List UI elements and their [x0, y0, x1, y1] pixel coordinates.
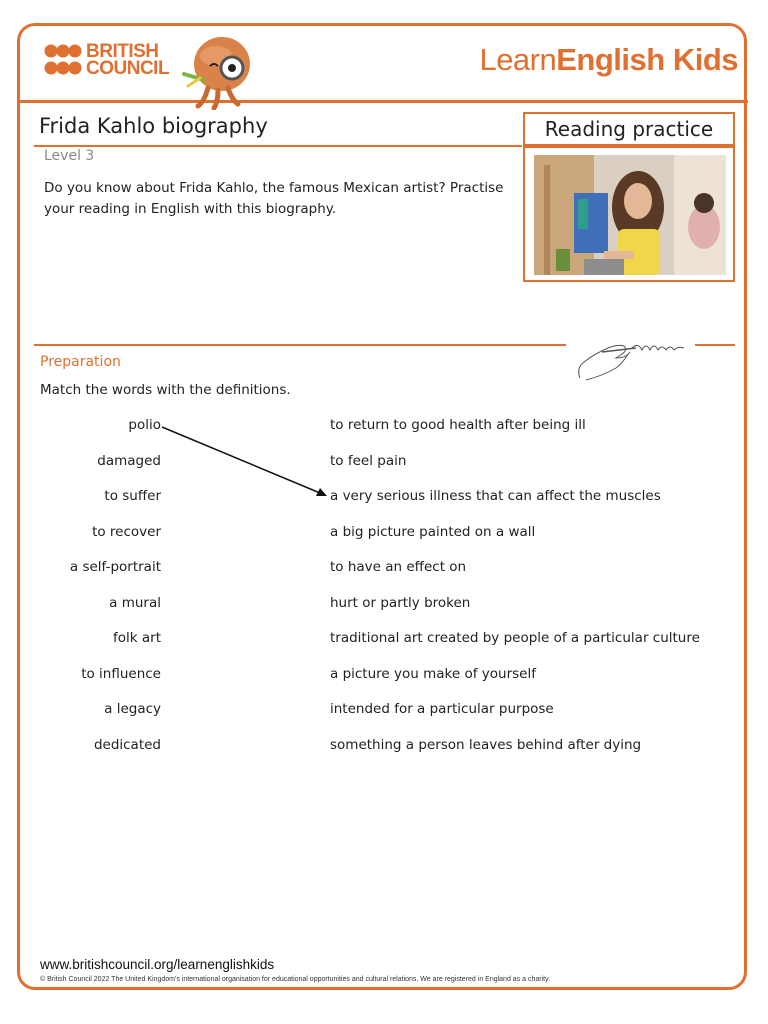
header-divider [18, 100, 748, 103]
british-council-dots-icon [44, 44, 82, 78]
definition-item: to have an effect on [330, 559, 467, 575]
definition-item: traditional art created by people of a particular culture [330, 630, 700, 646]
definition-item: to return to good health after being ill [330, 417, 586, 433]
word-item: a mural [109, 595, 161, 611]
definition-item: hurt or partly broken [330, 595, 471, 611]
footer-copyright: © British Council 2022 The United Kingdom's international organisation for educational opportunities and cultural relations. We are registered in England as a charity. [40, 976, 551, 983]
section-divider-left [34, 344, 566, 346]
word-item: a legacy [104, 701, 161, 717]
learnenglish-kids-logo [479, 42, 738, 78]
british-council-logo-text [86, 43, 169, 77]
definition-item: a very serious illness that can affect the muscles [330, 488, 661, 504]
definition-item: a big picture painted on a wall [330, 524, 536, 540]
brand-english-kids: English Kids [556, 42, 738, 77]
word-item: to recover [92, 524, 161, 540]
definition-item: intended for a particular purpose [330, 701, 554, 717]
word-item: dedicated [93, 737, 161, 753]
bc-logo-line1: BRITISH [86, 41, 159, 62]
category-label: Reading practice [523, 112, 735, 146]
worksheet-title: Frida Kahlo biography [39, 114, 268, 138]
word-item: to suffer [104, 488, 161, 504]
word-item: to influence [81, 666, 161, 682]
footer-url: www.britishcouncil.org/learnenglishkids [40, 957, 275, 972]
intro-text: Do you know about Frida Kahlo, the famous Mexican artist? Practise your reading in English with this biography. [44, 180, 504, 217]
definition-item: something a person leaves behind after dying [330, 737, 642, 753]
section-heading: Preparation [40, 354, 121, 370]
word-item: damaged [97, 453, 161, 469]
mascot-magnifier-icon [180, 30, 260, 110]
handwriting-hand-icon [572, 328, 692, 384]
section-divider-right [695, 344, 735, 346]
definition-item: to feel pain [330, 453, 407, 469]
child-painting-photo [534, 155, 726, 275]
word-item: folk art [113, 630, 161, 646]
brand-learn: Learn [479, 42, 557, 77]
instruction-text: Match the words with the definitions. [40, 382, 291, 398]
bc-logo-line2: COUNCIL [86, 58, 170, 79]
word-item: a self-portrait [69, 559, 161, 575]
word-item: polio [128, 417, 161, 433]
title-underline [34, 145, 522, 147]
level-label: Level 3 [44, 148, 95, 164]
definition-item: a picture you make of yourself [330, 666, 536, 682]
photo-frame [523, 146, 735, 282]
